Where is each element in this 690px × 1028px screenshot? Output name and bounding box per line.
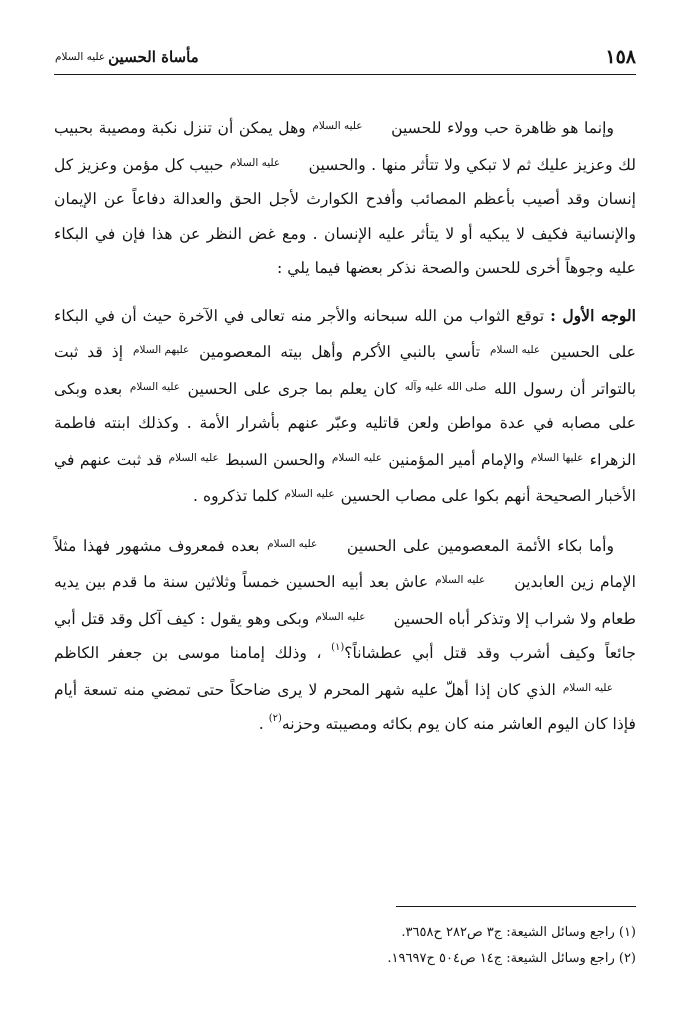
paragraph-text: عاش بعد أبيه الحسين خمساً وثلاثين سنة ما قدم بين يديه طعام ولا شراب إلا وتذكر أباه الحسين xyxy=(54,573,636,628)
honorific-glyph: عليه السلام xyxy=(284,488,335,500)
paragraph-text: كان يعلم بما جرى على الحسين xyxy=(187,379,398,398)
body-text xyxy=(54,109,636,742)
running-title xyxy=(54,48,199,66)
paragraph-text: كلما تذكروه . xyxy=(193,487,279,505)
paragraph-text: بعده وبكى على مصابه في عدة مواطن ولعن قاتليه وعبّر عنهم بأشرار الأمة . وكذلك ابنته فاطمة الزهراء xyxy=(54,379,636,469)
honorific-glyph: عليه السلام xyxy=(312,120,363,132)
honorific-glyph: عليه السلام xyxy=(315,610,366,623)
honorific-glyph: عليه السلام xyxy=(331,451,382,464)
honorific-glyph: صلى الله عليه وآله xyxy=(404,380,487,393)
paragraph-text: إذ قد ثبت بالتواتر أن رسول الله xyxy=(54,343,636,398)
paragraph-text: وإنما هو ظاهرة حب وولاء للحسين xyxy=(391,119,614,137)
footnote-separator xyxy=(396,906,636,907)
section-lead: الوجه الأول : xyxy=(550,305,636,325)
paragraph-text: بعده فمعروف مشهور فهذا مثلاً الإمام زين العابدين xyxy=(54,536,637,591)
honorific-glyph: عليه السلام xyxy=(230,156,281,169)
paragraph-text: والإمام أمير المؤمنين xyxy=(388,450,525,469)
paragraph-text: الذي كان إذا أهلّ عليه شهر المحرم لا يرى ضاحكاً حتى تمضي منه تسعة أيام فإذا كان اليوم العاشر منه كان يوم بكائه ومصيبته وحزنه xyxy=(54,680,636,733)
footnote-2: (٢) راجع وسائل الشيعة: ج١٤ ص٥٠٤ ح١٩٦٩٧. xyxy=(387,951,636,966)
footnote-marker: (١) xyxy=(331,642,345,653)
paragraph-text: حبيب كل مؤمن وعزيز كل إنسان وقد أصيب بأعظم المصائب وأفدح الكوارث لأجل الحق والعدالة دفاعاً عن الإيمان والإنسانية فكيف لا يبكيه أو لا يتأثر عليه الإنسان . ومع غض النظر عن هذا فإن في البكاء عليه وجوهاً أخرى للحسن والصحة نذكر بعضها فيما يلي : xyxy=(54,155,636,277)
running-title-text: مأساة الحسين xyxy=(108,48,199,66)
paragraph-text: . xyxy=(258,715,264,733)
book-page xyxy=(54,40,636,1000)
paragraph-text: ، وذلك إمامنا موسى بن جعفر الكاظم xyxy=(54,644,322,662)
paragraph-text: وهل يمكن أن تنزل نكبة ومصيبة بحبيب لك وعزيز عليك ثم لا تبكي ولا تتأثر منها . والحسين xyxy=(54,119,636,174)
honorific-glyph: عليه السلام xyxy=(55,51,106,63)
honorific-glyph: عليها السلام xyxy=(530,451,584,464)
honorific-glyph: عليه السلام xyxy=(562,681,613,694)
footnotes xyxy=(54,920,636,972)
honorific-glyph: عليه السلام xyxy=(129,380,180,393)
paragraph-text: تأسي بالنبي الأكرم وأهل بيته المعصومين xyxy=(199,343,481,361)
paragraph-text: توقع الثواب من الله سبحانه والأجر منه تعالى في الآخرة حيث أن في البكاء على الحسين xyxy=(54,306,636,361)
footnote-1: (١) راجع وسائل الشيعة: ج٣ ص٢٨٢ ح٣٦٥٨. xyxy=(401,925,636,940)
paragraph-1 xyxy=(54,109,636,286)
paragraph-text: وبكى وهو يقول : كيف آكل وقد قتل أبي جائعاً وكيف أشرب وقد قتل أبي عطشاناً؟ xyxy=(54,609,636,662)
paragraph-text: والحسن السبط xyxy=(225,450,326,469)
paragraph-2 xyxy=(54,299,636,514)
honorific-glyph: عليه السلام xyxy=(489,344,541,356)
footnote-marker: (٢) xyxy=(268,713,282,724)
honorific-glyph: عليهم السلام xyxy=(132,344,190,356)
honorific-glyph: عليه السلام xyxy=(267,537,318,550)
page-header xyxy=(54,40,636,75)
honorific-glyph: عليه السلام xyxy=(168,451,219,464)
page-number: ١٥٨ xyxy=(605,46,636,68)
paragraph-text: قد ثبت عنهم في الأخبار الصحيحة أنهم بكوا على مصاب الحسين xyxy=(54,450,636,505)
paragraph-3 xyxy=(54,527,636,742)
honorific-glyph: عليه السلام xyxy=(435,574,486,586)
paragraph-text: وأما بكاء الأئمة المعصومين على الحسين xyxy=(346,536,614,555)
